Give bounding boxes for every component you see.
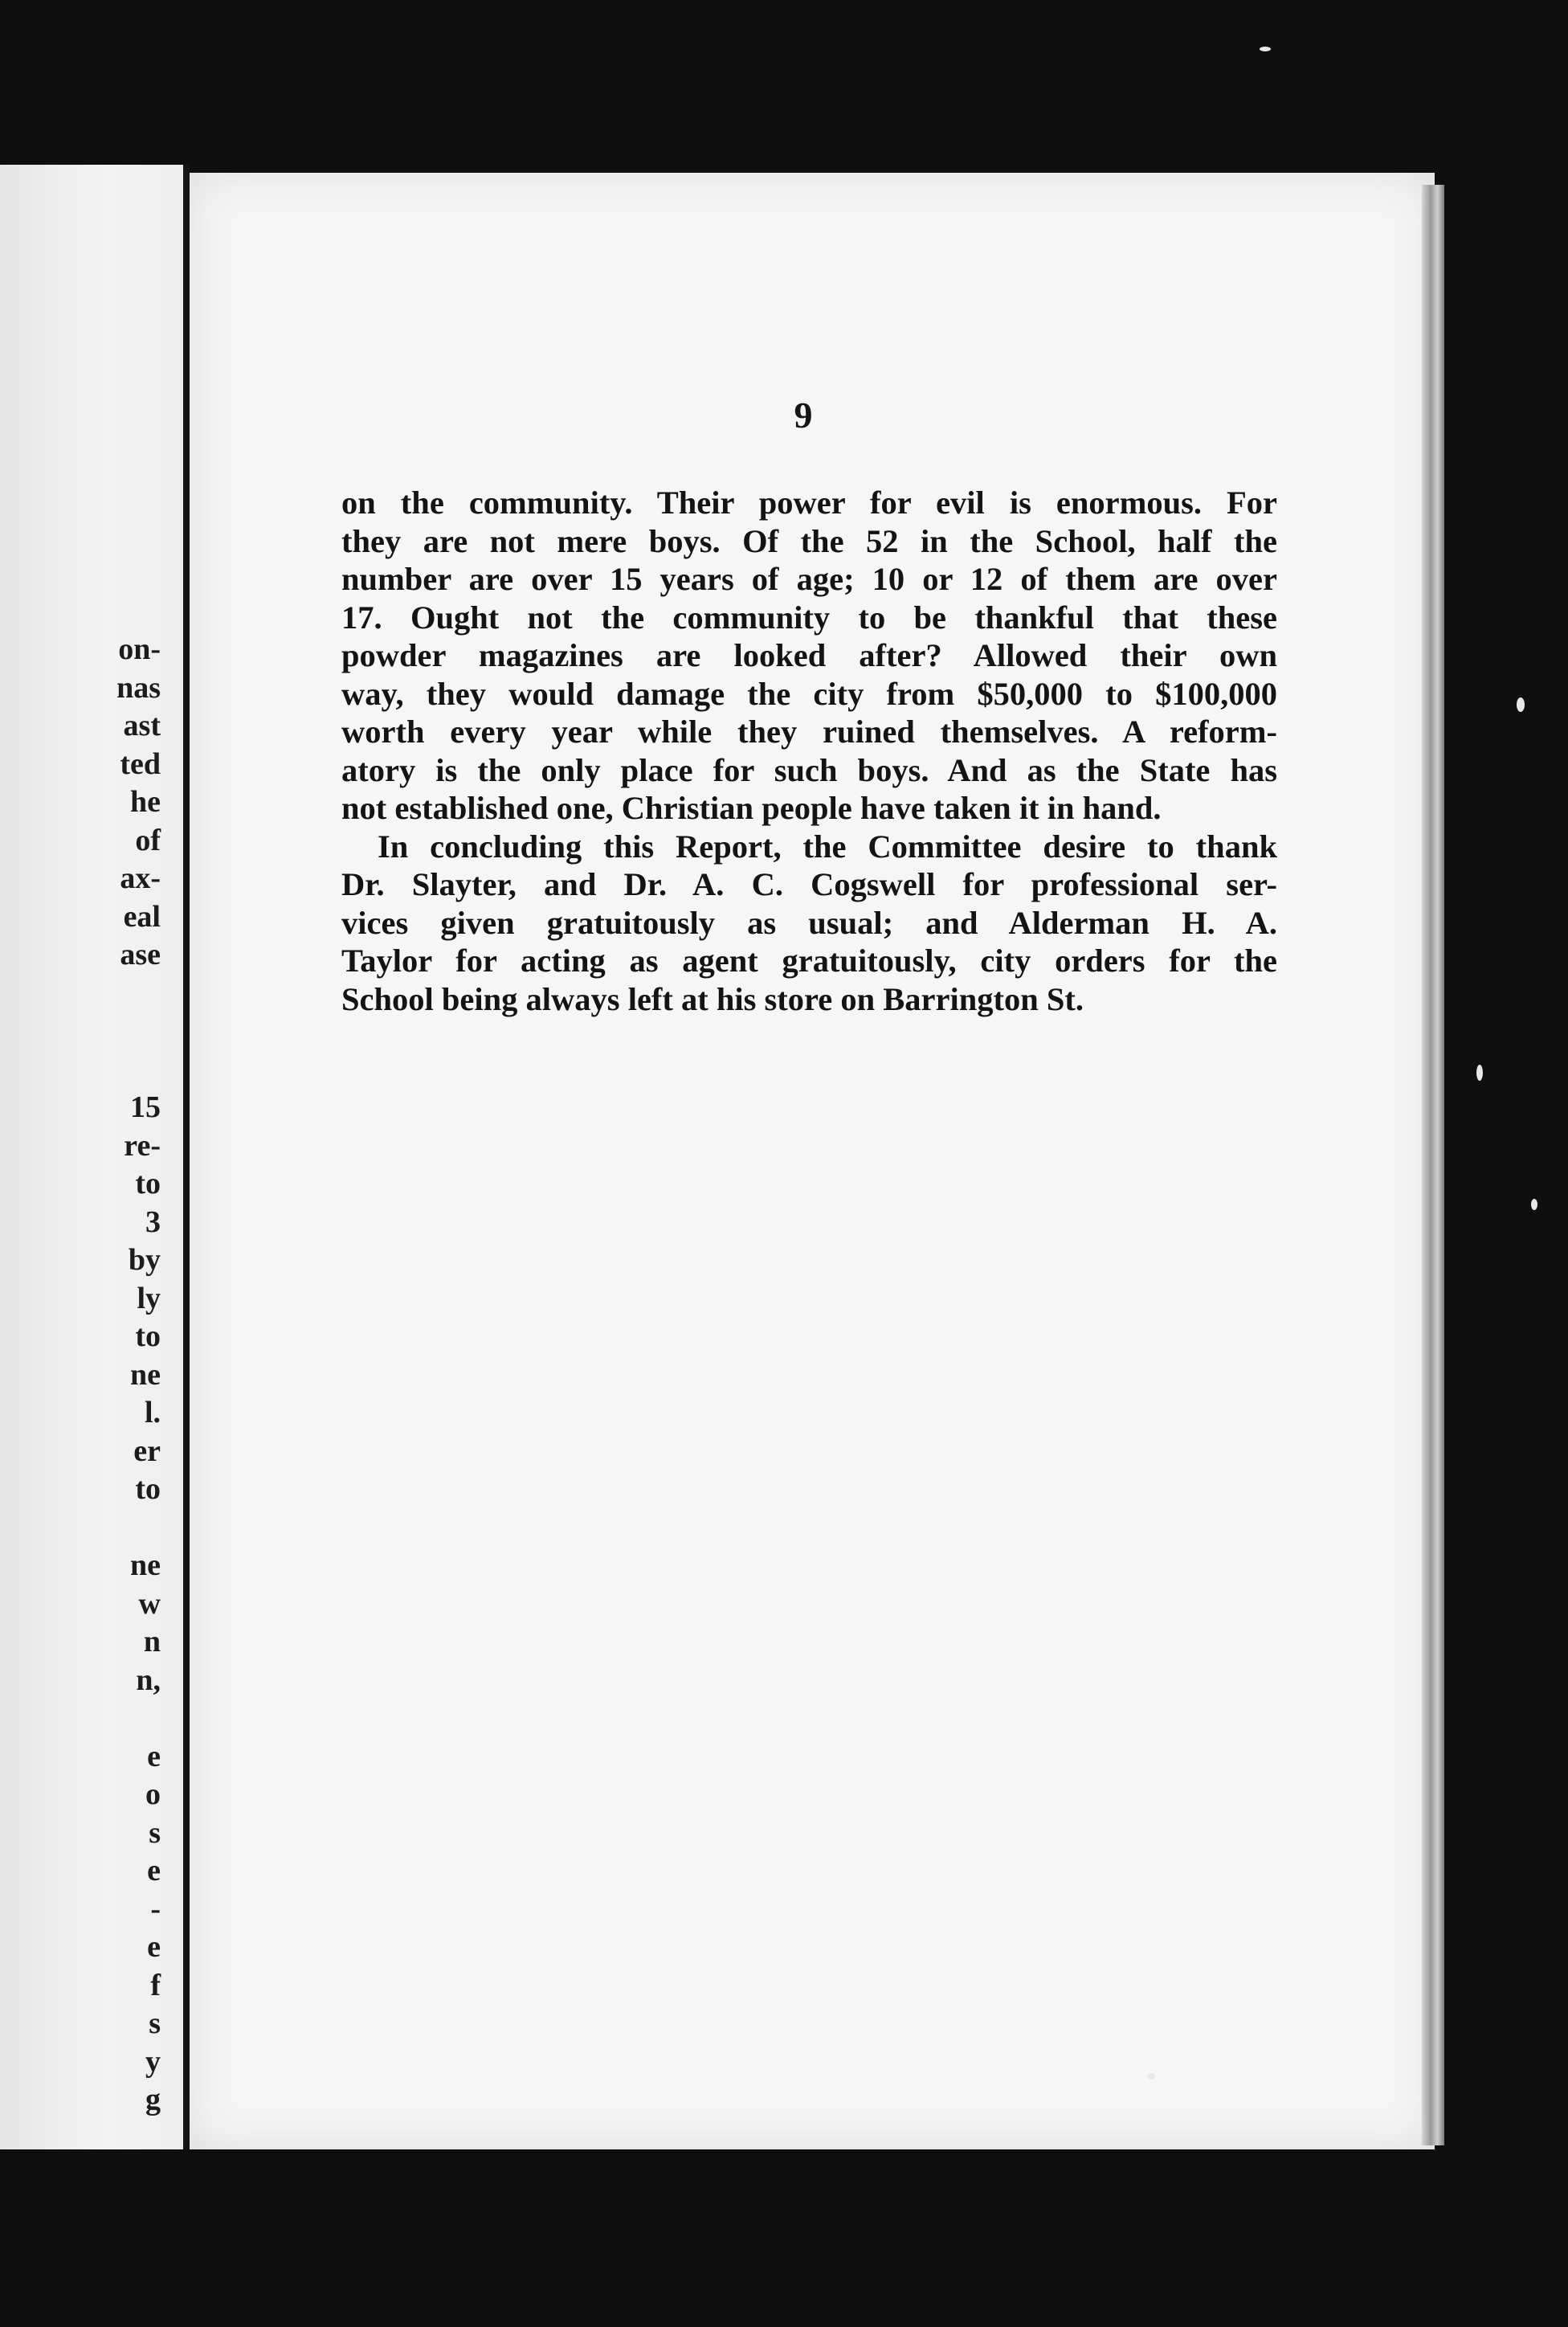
left-page-fragment: w — [138, 1586, 161, 1621]
scan-speck — [1476, 1065, 1483, 1081]
paragraph-2 — [341, 828, 1277, 1019]
text-line: 17. Ought not the community to be thankful that these — [341, 599, 1277, 636]
left-page-fragment: to — [135, 1167, 161, 1200]
left-page-fragment: n, — [136, 1662, 161, 1697]
left-page-fragment: of — [135, 823, 161, 857]
left-page-fragment: ase — [120, 938, 161, 971]
left-page-fragment: er — [133, 1433, 161, 1468]
scan-speck — [1260, 47, 1271, 51]
left-page-fragment — [0, 1699, 161, 1738]
left-page-fragment: l. — [144, 1396, 161, 1429]
scan-speck — [1531, 1199, 1537, 1210]
left-page-text-fragments — [0, 631, 161, 2120]
text-line: worth every year while they ruined themselves. A reform- — [341, 714, 1277, 750]
left-page-fragment: eal — [123, 899, 161, 934]
left-page-fragment: s — [149, 1815, 161, 1850]
paragraph-1 — [341, 484, 1277, 828]
left-page-fragment: ax- — [120, 861, 161, 895]
text-line: atory is the only place for such boys. And as the State has — [341, 751, 1277, 788]
left-page-fragment: e — [147, 1930, 161, 1964]
left-page-fragment: e — [147, 1854, 161, 1887]
left-page-fragment: 3 — [145, 1204, 161, 1239]
text-line: Taylor for acting as agent gratuitously, city orders for the — [341, 943, 1277, 979]
left-page-fragment: on- — [118, 632, 161, 666]
left-page-fragment: he — [130, 785, 161, 819]
left-page-fragment: y — [145, 2044, 161, 2079]
left-page-fragment — [0, 1051, 161, 1090]
left-page-fragment — [0, 975, 161, 1013]
text-line: vices given gratuitously as usual; and Alderman H. A. — [341, 904, 1277, 941]
left-page-fragment: ne — [130, 1548, 161, 1582]
left-page-fragment: s — [149, 2006, 161, 2040]
left-page-fragment: ast — [123, 709, 161, 742]
text-line: not established one, Christian people have taken it in hand. — [341, 790, 1162, 826]
left-page-fragment: ted — [120, 746, 161, 781]
left-page-fragment: e — [147, 1739, 161, 1773]
left-page-fragment: to — [135, 1319, 161, 1353]
left-page-fragment — [0, 1012, 161, 1051]
scan-speck — [1147, 2073, 1155, 2080]
left-page-fragment: nas — [116, 670, 161, 705]
left-page-fragment: to — [135, 1472, 161, 1506]
left-facing-page — [0, 165, 183, 2149]
text-line: In concluding this Report, the Committee desire to thank — [378, 828, 1277, 865]
left-page-fragment: ly — [137, 1281, 161, 1315]
left-page-fragment: g — [145, 2083, 161, 2116]
text-line: powder magazines are looked after? Allowed their own — [341, 637, 1277, 673]
text-line: way, they would damage the city from $50,000 to $100,000 — [341, 675, 1277, 712]
left-page-fragment: by — [128, 1243, 161, 1277]
text-line: they are not mere boys. Of the 52 in the School, half the — [341, 522, 1277, 559]
text-line: number are over 15 years of age; 10 or 12 of them are over — [341, 561, 1277, 597]
page-number: 9 — [794, 395, 813, 436]
left-page-fragment: - — [150, 1891, 161, 1926]
left-page-fragment: 15 — [130, 1090, 161, 1124]
left-page-fragment: o — [145, 1777, 161, 1811]
text-line: Dr. Slayter, and Dr. A. C. Cogswell for professional ser- — [341, 866, 1277, 902]
left-page-fragment — [0, 1509, 161, 1548]
scan-speck — [1517, 697, 1525, 712]
page-edge — [1422, 185, 1444, 2145]
text-line: School being always left at his store on Barrington St. — [341, 980, 1084, 1017]
left-page-fragment: f — [150, 1968, 161, 2002]
left-page-fragment: re- — [124, 1128, 161, 1163]
left-page-fragment: n — [143, 1625, 161, 1658]
book-gutter — [183, 165, 190, 2149]
right-page — [190, 173, 1435, 2149]
body-text — [341, 484, 1277, 1018]
text-line: on the community. Their power for evil is enormous. For — [341, 485, 1277, 521]
left-page-fragment: ne — [130, 1357, 161, 1392]
